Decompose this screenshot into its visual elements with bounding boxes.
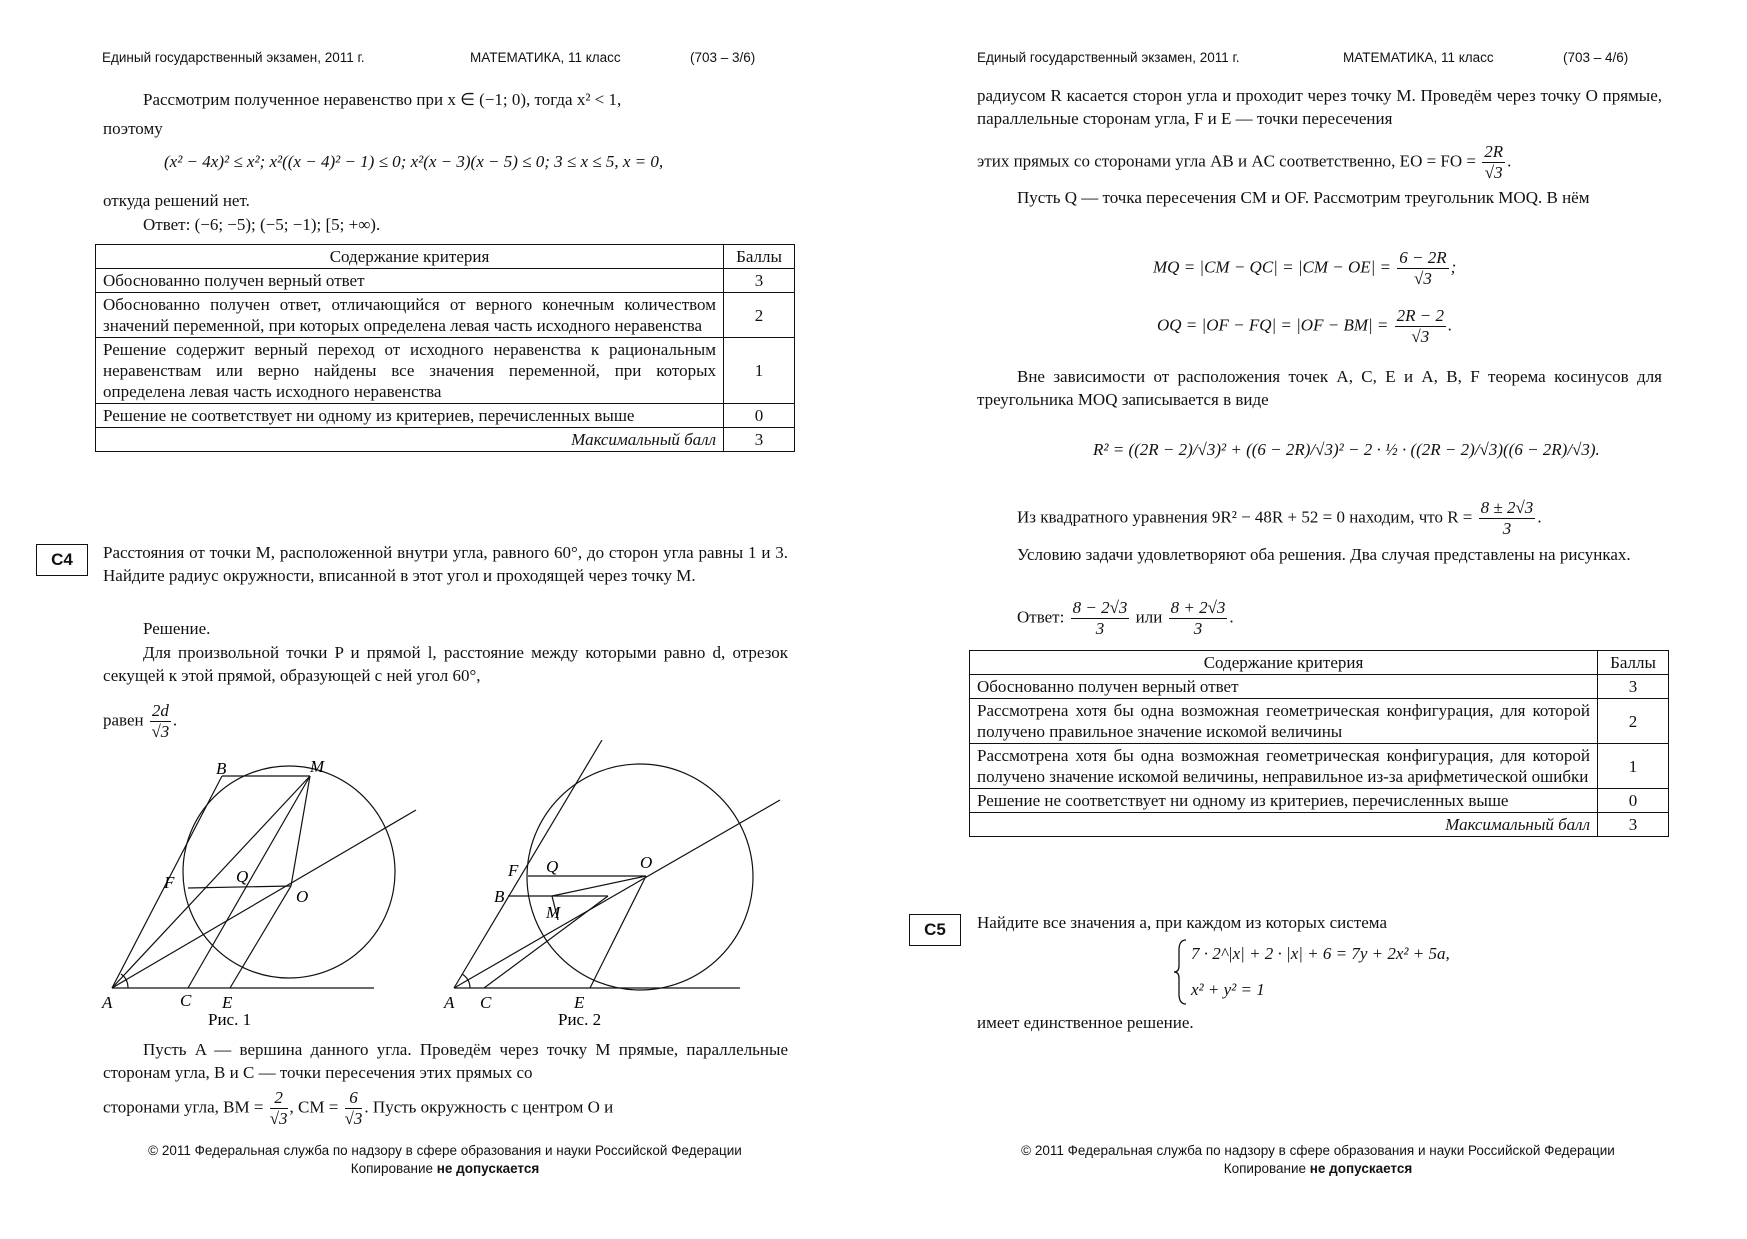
table-row: Обоснованно получен верный ответ 3 xyxy=(970,675,1669,699)
fraction-eo: $\frac{2R}{√3}$ xyxy=(1484,142,1504,182)
table-row-max: Максимальный балл 3 xyxy=(970,813,1669,837)
label-b: B xyxy=(494,887,505,906)
label-e: E xyxy=(574,993,585,1012)
criteria-header: Содержание критерия xyxy=(970,651,1598,675)
p1: радиусом R касается сторон угла и проходит через точку M. Проведём через точку O прямые, параллельные сторонам угла, F и E — точки пересечения xyxy=(977,86,1662,128)
page-right xyxy=(873,0,1747,1239)
c5-eq1: 7 · 2^|x| + 2 · |x| + 6 = 7y + 2x² + 5a, xyxy=(1191,944,1450,963)
label-c: C xyxy=(480,993,492,1012)
oq-formula: OQ = |OF − FQ| = |OF − BM| = $\frac{2R - 2}{√3}$ . xyxy=(1157,306,1453,346)
label-a: A xyxy=(102,993,113,1012)
c5-eq2: x² + y² = 1 xyxy=(1191,980,1265,999)
lemma-end: равен $\frac{2d}{√3}$ . xyxy=(103,701,178,741)
figure-1 xyxy=(100,740,440,1030)
fig2-caption: Рис. 2 xyxy=(558,1010,602,1029)
solution-label: Решение. xyxy=(143,619,211,638)
after-figures-2: сторонами угла, BM = $\frac{2}{√3}$ , CM = $\frac{6}{√3}$ . Пусть окружность с центром O и xyxy=(103,1088,614,1128)
quadratic: Из квадратного уравнения 9R² − 48R + 52 = 0 находим, что R = $\frac{8 \pm 2√3}{3}$ . xyxy=(1017,498,1542,538)
label-o: O xyxy=(296,887,309,906)
table-row-max: Максимальный балл 3 xyxy=(96,428,795,452)
criteria-header: Содержание критерия xyxy=(96,245,724,269)
table-row: Рассмотрена хотя бы одна возможная геометрическая конфигурация, для которой получено правильное значение искомой величины 2 xyxy=(970,699,1669,744)
p1-end: этих прямых со сторонами угла AB и AC соответственно, EO = FO = $\frac{2R}{√3}$ . xyxy=(977,142,1512,182)
task-tag-c4: C4 xyxy=(36,544,88,576)
answer-c4: Ответ: $\frac{8 - 2√3}{3}$ или $\frac{8 + 2√3}{3}$ . xyxy=(1017,598,1234,638)
system-brace xyxy=(1173,938,1189,1006)
no-solutions: откуда решений нет. xyxy=(103,191,250,210)
mq-formula: MQ = |CM − QC| = |CM − OE| = $\frac{6 - 2R}{√3}$ ; xyxy=(1153,248,1457,288)
fraction-r: $\frac{8 \pm 2√3}{3}$ xyxy=(1480,498,1534,538)
page-left xyxy=(0,0,873,1239)
label-c: C xyxy=(180,991,192,1010)
footer-left: © 2011 Федеральная служба по надзору в сфере образования и науки Российской Федерации Копирование не допускается xyxy=(148,1143,742,1176)
label-q: Q xyxy=(546,857,559,876)
fraction-bm: $\frac{2}{√3}$ xyxy=(269,1088,288,1128)
header-code: (703 – 4/6) xyxy=(1563,50,1629,65)
label-f: F xyxy=(164,873,175,892)
answer-c3: Ответ: (−6; −5); (−5; −1); [5; +∞). xyxy=(143,215,381,234)
header-exam: Единый государственный экзамен, 2011 г. xyxy=(977,50,1240,65)
cosine-law: R² = ((2R − 2)/√3)² + ((6 − 2R)/√3)² − 2 · ½ · ((2R − 2)/√3)((6 − 2R)/√3). xyxy=(1093,440,1600,459)
footer-right: © 2011 Федеральная служба по надзору в сфере образования и науки Российской Федерации Копирование не допускается xyxy=(1021,1143,1615,1176)
c5-problem: Найдите все значения a, при каждом из которых система xyxy=(977,913,1387,932)
table-row: Решение не соответствует ни одному из критериев, перечисленных выше 0 xyxy=(970,789,1669,813)
table-row: Решение не соответствует ни одному из критериев, перечисленных выше 0 xyxy=(96,404,795,428)
task-tag-c5: C5 xyxy=(909,914,961,946)
lemma-text: Для произвольной точки P и прямой l, расстояние между которыми равно d, отрезок секущей к этой прямой, образующей с ней угол 60°, xyxy=(103,643,788,685)
p2: Пусть Q — точка пересечения CM и OF. Рассмотрим треугольник MOQ. В нём xyxy=(1017,188,1590,207)
p3: Вне зависимости от расположения точек A, C, E и A, B, F теорема косинусов для треугольника MOQ записывается в виде xyxy=(977,367,1662,409)
intro-line-2: поэтому xyxy=(103,119,163,138)
table-row: Обоснованно получен верный ответ 3 xyxy=(96,269,795,293)
c4-problem: Расстояния от точки M, расположенной внутри угла, равного 60°, до сторон угла равны 1 и 3. Найдите радиус окружности, вписанной в этот угол и проходящей через точку M. xyxy=(103,543,788,585)
label-f: F xyxy=(508,861,519,880)
criteria-table-right xyxy=(969,650,1669,837)
header-code: (703 – 3/6) xyxy=(690,50,756,65)
label-a: A xyxy=(444,993,455,1012)
table-row: Рассмотрена хотя бы одна возможная геометрическая конфигурация, для которой получено значение искомой величины, неправильное из-за арифметической ошибки 1 xyxy=(970,744,1669,789)
label-o: O xyxy=(640,853,653,872)
fraction-cm: $\frac{6}{√3}$ xyxy=(344,1088,363,1128)
label-m: M xyxy=(310,757,325,776)
table-row: Решение содержит верный переход от исходного неравенства к рациональным неравенствам или верно найдены все значения переменной, при которых определена левая часть исходного неравенства 1 xyxy=(96,338,795,404)
figure-2 xyxy=(440,740,790,1030)
points-header: Баллы xyxy=(724,245,795,269)
table-row: Обоснованно получен ответ, отличающийся от верного конечным количеством значений переменной, при которых определена левая часть исходного неравенства 2 xyxy=(96,293,795,338)
header-exam: Единый государственный экзамен, 2011 г. xyxy=(102,50,365,65)
c5-end: имеет единственное решение. xyxy=(977,1013,1194,1032)
inequality-chain: (x² − 4x)² ≤ x²; x²((x − 4)² − 1) ≤ 0; x²(x − 3)(x − 5) ≤ 0; 3 ≤ x ≤ 5, x = 0, xyxy=(164,152,664,171)
points-header: Баллы xyxy=(1598,651,1669,675)
intro-line: Рассмотрим полученное неравенство при x ∈ (−1; 0), тогда x² < 1, xyxy=(143,90,622,109)
fig1-caption: Рис. 1 xyxy=(208,1010,252,1029)
criteria-table-left xyxy=(95,244,795,452)
header-subject: МАТЕМАТИКА, 11 класс xyxy=(470,50,621,65)
p4: Условию задачи удовлетворяют оба решения. Два случая представлены на рисунках. xyxy=(1017,545,1631,564)
after-figures: Пусть A — вершина данного угла. Проведём через точку M прямые, параллельные сторонам угла, B и C — точки пересечения этих прямых со xyxy=(103,1040,788,1082)
label-q: Q xyxy=(236,867,249,886)
label-m: M xyxy=(546,903,561,922)
header-subject: МАТЕМАТИКА, 11 класс xyxy=(1343,50,1494,65)
label-e: E xyxy=(222,993,233,1012)
label-b: B xyxy=(216,759,227,778)
fraction-2d-sqrt3: $\frac{2d}{√3}$ xyxy=(151,701,170,741)
